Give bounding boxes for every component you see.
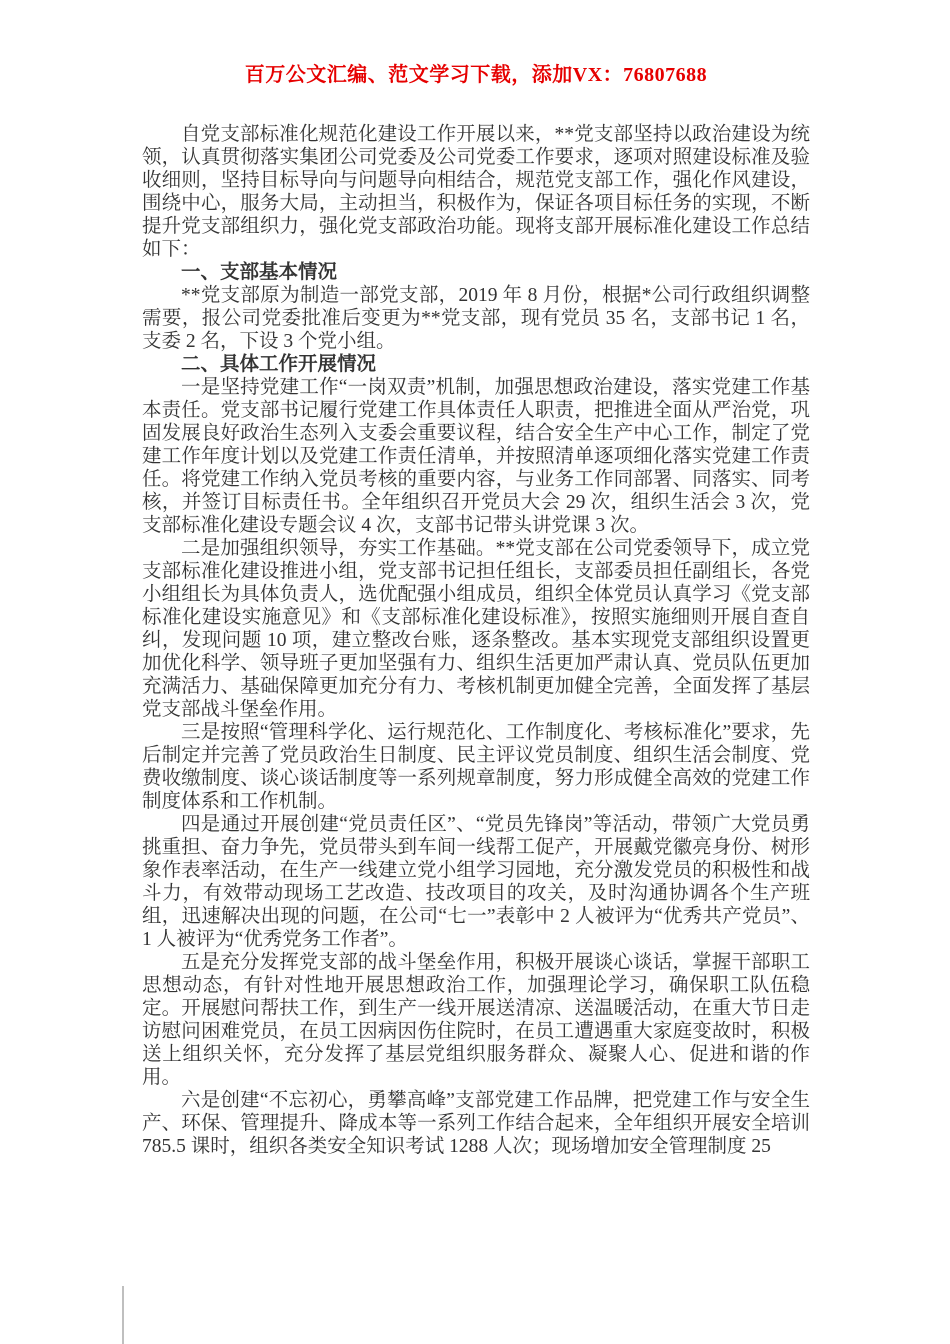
page-edge-line	[122, 1286, 124, 1344]
body-paragraph: 五是充分发挥党支部的战斗堡垒作用，积极开展谈心谈话，掌握干部职工思想动态，有针对性地开展思想政治工作，加强理论学习，确保职工队伍稳定。开展慰问帮扶工作，到生产一线开展送清凉、送温暖活动，在重大节日走访慰问困难党员，在员工因病因伤住院时，在员工遭遇重大家庭变故时，积极送上组织关怀，充分发挥了基层党组织服务群众、凝聚人心、促进和谐的作用。	[142, 952, 810, 1088]
body-paragraph: 二是加强组织领导，夯实工作基础。**党支部在公司党委领导下，成立党支部标准化建设推进小组，党支部书记担任组长，支部委员担任副组长，各党小组组长为具体负责人，选优配强小组成员，组织全体党员认真学习《党支部标准化建设实施意见》和《支部标准化建设标准》，按照实施细则开展自查自纠，发现问题 10 项，建立整改台账，逐条整改。基本实现党支部组织设置更加优化科学、领导班子更加坚强有力、组织生活更加严肃认真、党员队伍更加充满活力、基础保障更加充分有力、考核机制更加健全完善，全面发挥了基层党支部战斗堡垒作用。	[142, 538, 810, 720]
body-paragraph: 六是创建“不忘初心，勇攀高峰”支部党建工作品牌，把党建工作与安全生产、环保、管理提升、降成本等一系列工作结合起来，全年组织开展安全培训 785.5 课时，组织各类安全知识考试 1288 人次；现场增加安全管理制度 25	[142, 1090, 810, 1157]
body-paragraph: 自党支部标准化规范化建设工作开展以来，**党支部坚持以政治建设为统领，认真贯彻落实集团公司党委及公司党委工作要求，逐项对照建设标准及验收细则，坚持目标导向与问题导向相结合，规范党支部工作，强化作风建设，围绕中心，服务大局，主动担当，积极作为，保证各项目标任务的实现，不断提升党支部组织力，强化党支部政治功能。现将支部开展标准化建设工作总结如下：	[142, 124, 810, 260]
body-paragraph: **党支部原为制造一部党支部，2019 年 8 月份，根据*公司行政组织调整需要，报公司党委批准后变更为**党支部，现有党员 35 名，支部书记 1 名，支委 2 名，下设 3 个党小组。	[142, 285, 810, 352]
header-notice: 百万公文汇编、范文学习下载，添加VX：76807688	[244, 64, 708, 86]
body-paragraph: 四是通过开展创建“党员责任区”、“党员先锋岗”等活动，带领广大党员勇挑重担、奋力争先，党员带头到车间一线帮工促产，开展戴党徽亮身份、树形象作表率活动，在生产一线建立党小组学习园地，充分激发党员的积极性和战斗力，有效带动现场工艺改造、技改项目的攻关，及时沟通协调各个生产班组，迅速解决出现的问题，在公司“七一”表彰中 2 人被评为“优秀共产党员”、1 人被评为“优秀党务工作者”。	[142, 814, 810, 950]
section-heading: 一、支部基本情况	[181, 262, 338, 283]
body-paragraph: 一是坚持党建工作“一岗双责”机制，加强思想政治建设，落实党建工作基本责任。党支部书记履行党建工作具体责任人职责，把推进全面从严治党，巩固发展良好政治生态列入支委会重要议程，结合安全生产中心工作，制定了党建工作年度计划以及党建工作责任清单，并按照清单逐项细化落实党建工作责任。将党建工作纳入党员考核的重要内容，与业务工作同部署、同落实、同考核，并签订目标责任书。全年组织召开党员大会 29 次，组织生活会 3 次，党支部标准化建设专题会议 4 次，支部书记带头讲党课 3 次。	[142, 377, 810, 536]
document-body	[142, 123, 810, 1158]
body-paragraph: 三是按照“管理科学化、运行规范化、工作制度化、考核标准化”要求，先后制定并完善了党员政治生日制度、民主评议党员制度、组织生活会制度、党费收缴制度、谈心谈话制度等一系列规章制度，努力形成健全高效的党建工作制度体系和工作机制。	[142, 722, 810, 812]
section-heading: 二、具体工作开展情况	[181, 354, 377, 375]
